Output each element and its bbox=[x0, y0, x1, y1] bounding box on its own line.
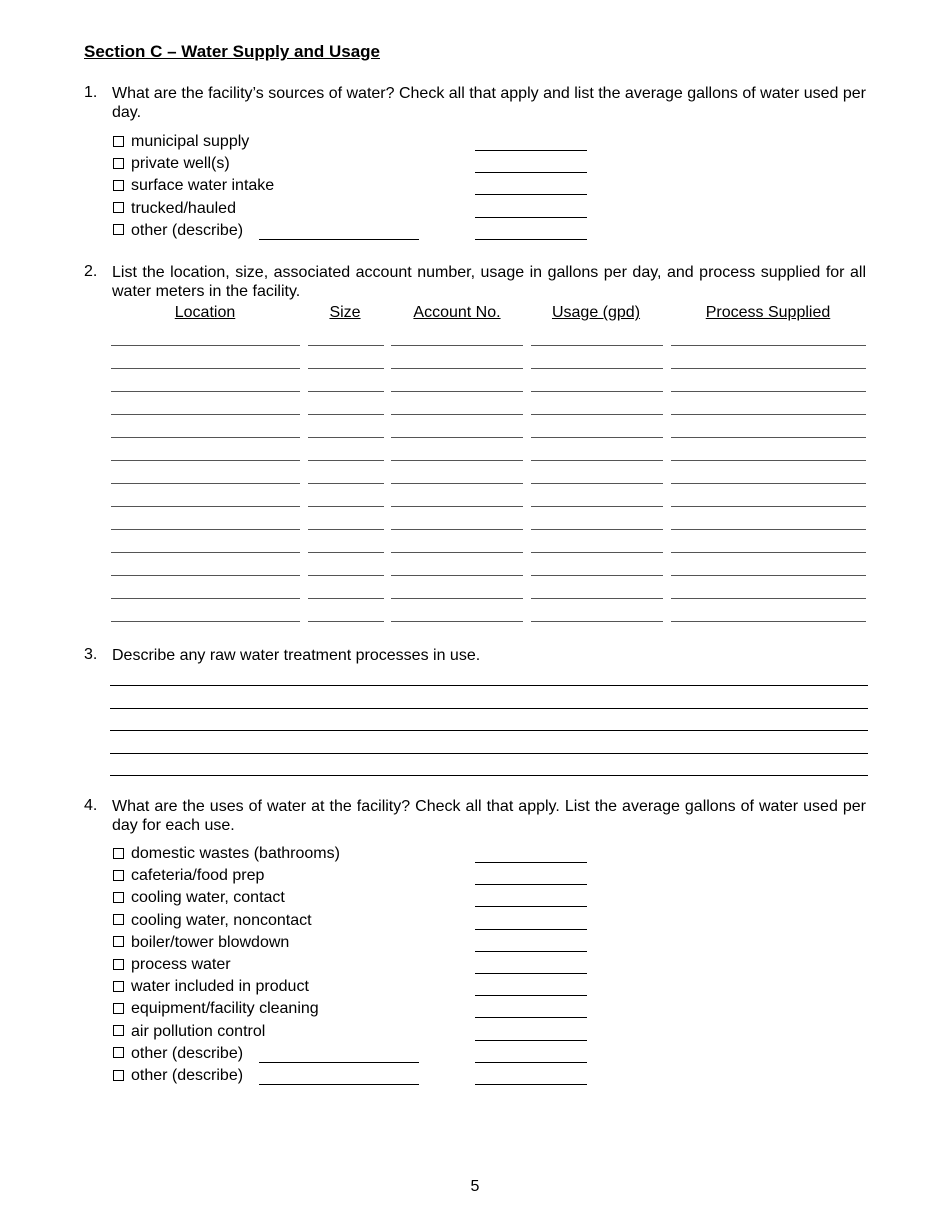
option-label: process water bbox=[131, 956, 231, 973]
gallons-per-day-field[interactable] bbox=[475, 172, 587, 173]
q1-option bbox=[113, 132, 249, 152]
meter-table-cell[interactable] bbox=[671, 460, 866, 461]
column-header-size: Size bbox=[329, 304, 361, 321]
meter-table-cell[interactable] bbox=[531, 437, 663, 438]
question-4-number: 4. bbox=[84, 797, 98, 814]
q4-option bbox=[113, 933, 289, 953]
question-2-number: 2. bbox=[84, 263, 98, 280]
meter-table-cell[interactable] bbox=[308, 552, 384, 553]
gallons-per-day-field[interactable] bbox=[475, 217, 587, 218]
meter-table-cell[interactable] bbox=[308, 414, 384, 415]
gallons-per-day-field[interactable] bbox=[475, 150, 587, 151]
meter-table-cell[interactable] bbox=[531, 391, 663, 392]
meter-table-cell[interactable] bbox=[111, 575, 300, 576]
q4-option bbox=[113, 844, 340, 864]
checkbox[interactable] bbox=[113, 959, 124, 970]
meter-table-cell[interactable] bbox=[111, 483, 300, 484]
q4-option bbox=[113, 888, 285, 908]
gallons-per-day-field[interactable] bbox=[475, 1084, 587, 1085]
meter-table-cell[interactable] bbox=[391, 552, 523, 553]
meter-table-cell[interactable] bbox=[308, 460, 384, 461]
meter-table-cell[interactable] bbox=[111, 391, 300, 392]
option-label: surface water intake bbox=[131, 177, 275, 195]
describe-field[interactable] bbox=[259, 1062, 419, 1063]
checkbox[interactable] bbox=[113, 914, 124, 925]
meter-table-cell[interactable] bbox=[671, 575, 866, 576]
option-label: other (describe) bbox=[131, 1044, 244, 1062]
meter-table-cell[interactable] bbox=[531, 621, 663, 622]
checkbox[interactable] bbox=[113, 892, 124, 903]
gallons-per-day-field[interactable] bbox=[475, 884, 587, 885]
meter-table-cell[interactable] bbox=[308, 575, 384, 576]
meter-table-cell[interactable] bbox=[111, 345, 300, 346]
meter-table-cell[interactable] bbox=[391, 460, 523, 461]
meter-table-cell[interactable] bbox=[531, 368, 663, 369]
meter-table-cell[interactable] bbox=[111, 460, 300, 461]
gallons-per-day-field[interactable] bbox=[475, 239, 587, 240]
checkbox[interactable] bbox=[113, 1070, 124, 1081]
meter-table-cell[interactable] bbox=[391, 437, 523, 438]
gallons-per-day-field[interactable] bbox=[475, 1062, 587, 1063]
option-label: equipment/facility cleaning bbox=[131, 1000, 319, 1018]
option-label: air pollution control bbox=[131, 1022, 266, 1040]
meter-table-cell[interactable] bbox=[671, 552, 866, 553]
meter-table-cell[interactable] bbox=[308, 345, 384, 346]
gallons-per-day-field[interactable] bbox=[475, 929, 587, 930]
meter-table-cell[interactable] bbox=[391, 483, 523, 484]
q4-option bbox=[113, 955, 231, 975]
q1-option bbox=[113, 154, 230, 174]
option-label: water included in product bbox=[131, 978, 309, 996]
meter-table-cell[interactable] bbox=[531, 529, 663, 530]
meter-table-cell[interactable] bbox=[531, 598, 663, 599]
gallons-per-day-field[interactable] bbox=[475, 1017, 587, 1018]
meter-table-cell[interactable] bbox=[531, 345, 663, 346]
q4-option bbox=[113, 866, 264, 886]
meter-table-cell[interactable] bbox=[671, 345, 866, 346]
meter-table-cell[interactable] bbox=[391, 506, 523, 507]
checkbox[interactable] bbox=[113, 870, 124, 881]
meter-table-cell[interactable] bbox=[308, 483, 384, 484]
meter-table-cell[interactable] bbox=[531, 552, 663, 553]
question-1-number: 1. bbox=[84, 84, 98, 101]
meter-table-cell[interactable] bbox=[391, 414, 523, 415]
meter-table-cell[interactable] bbox=[531, 483, 663, 484]
meter-table-cell[interactable] bbox=[671, 621, 866, 622]
page-number: 5 bbox=[470, 1178, 480, 1195]
column-header-usage: Usage (gpd) bbox=[551, 304, 641, 321]
option-label: cafeteria/food prep bbox=[131, 867, 265, 885]
q1-option bbox=[113, 221, 243, 241]
meter-table-cell[interactable] bbox=[111, 414, 300, 415]
checkbox[interactable] bbox=[113, 136, 124, 147]
meter-table-cell[interactable] bbox=[111, 368, 300, 369]
checkbox[interactable] bbox=[113, 180, 124, 191]
description-line[interactable] bbox=[110, 775, 868, 776]
q1-option bbox=[113, 176, 274, 196]
column-header-location: Location bbox=[174, 304, 236, 321]
checkbox[interactable] bbox=[113, 1025, 124, 1036]
option-label: other (describe) bbox=[131, 221, 244, 239]
meter-table-cell[interactable] bbox=[391, 345, 523, 346]
gallons-per-day-field[interactable] bbox=[475, 973, 587, 974]
description-line[interactable] bbox=[110, 708, 868, 709]
meter-table-cell[interactable] bbox=[308, 529, 384, 530]
gallons-per-day-field[interactable] bbox=[475, 1040, 587, 1041]
question-3-number: 3. bbox=[84, 646, 98, 663]
question-4-text: What are the uses of water at the facility? Check all that apply. List the average gallons of water used per day for each use. bbox=[112, 798, 866, 834]
meter-table-cell[interactable] bbox=[531, 460, 663, 461]
meter-table-cell[interactable] bbox=[531, 414, 663, 415]
q1-option bbox=[113, 199, 236, 219]
q4-option bbox=[113, 977, 309, 997]
meter-table-cell[interactable] bbox=[391, 621, 523, 622]
meter-table-cell[interactable] bbox=[671, 598, 866, 599]
option-label: municipal supply bbox=[131, 133, 250, 150]
checkbox[interactable] bbox=[113, 848, 124, 859]
meter-table-cell[interactable] bbox=[111, 529, 300, 530]
checkbox[interactable] bbox=[113, 224, 124, 235]
question-2-text: List the location, size, associated account number, usage in gallons per day, and process supplied for all water meters in the facility. bbox=[112, 264, 866, 300]
checkbox[interactable] bbox=[113, 158, 124, 169]
option-label: boiler/tower blowdown bbox=[131, 933, 290, 951]
meter-table-cell[interactable] bbox=[671, 368, 866, 369]
q4-option bbox=[113, 911, 312, 931]
gallons-per-day-field[interactable] bbox=[475, 995, 587, 996]
meter-table-cell[interactable] bbox=[391, 598, 523, 599]
meter-table-cell[interactable] bbox=[671, 529, 866, 530]
meter-table-cell[interactable] bbox=[671, 414, 866, 415]
describe-field[interactable] bbox=[259, 1084, 419, 1085]
meter-table-cell[interactable] bbox=[391, 391, 523, 392]
meter-table-cell[interactable] bbox=[308, 621, 384, 622]
question-3-text: Describe any raw water treatment processes in use. bbox=[112, 647, 481, 664]
checkbox[interactable] bbox=[113, 202, 124, 213]
option-label: cooling water, contact bbox=[131, 889, 285, 907]
meter-table-cell[interactable] bbox=[111, 621, 300, 622]
gallons-per-day-field[interactable] bbox=[475, 862, 587, 863]
meter-table-cell[interactable] bbox=[111, 506, 300, 507]
column-header-process-supplied: Process Supplied bbox=[705, 304, 831, 321]
q4-option bbox=[113, 1044, 243, 1064]
meter-table-cell[interactable] bbox=[531, 506, 663, 507]
meter-table-cell[interactable] bbox=[671, 483, 866, 484]
q4-option bbox=[113, 1022, 265, 1042]
option-label: cooling water, noncontact bbox=[131, 911, 312, 929]
meter-table-cell[interactable] bbox=[308, 506, 384, 507]
column-header-account-no: Account No. bbox=[413, 304, 501, 321]
checkbox[interactable] bbox=[113, 981, 124, 992]
option-label: domestic wastes (bathrooms) bbox=[131, 845, 340, 862]
section-title: Section C – Water Supply and Usage bbox=[84, 42, 380, 61]
option-label: other (describe) bbox=[131, 1067, 244, 1084]
meter-table-cell[interactable] bbox=[308, 391, 384, 392]
meter-table-cell[interactable] bbox=[391, 368, 523, 369]
option-label: trucked/hauled bbox=[131, 199, 236, 217]
meter-table-cell[interactable] bbox=[671, 391, 866, 392]
meter-table-cell[interactable] bbox=[391, 575, 523, 576]
checkbox[interactable] bbox=[113, 1047, 124, 1058]
meter-table-cell[interactable] bbox=[308, 368, 384, 369]
description-line[interactable] bbox=[110, 753, 868, 754]
description-line[interactable] bbox=[110, 730, 868, 731]
meter-table-cell[interactable] bbox=[308, 437, 384, 438]
gallons-per-day-field[interactable] bbox=[475, 194, 587, 195]
question-1-text: What are the facility’s sources of water? Check all that apply and list the average gallons of water used per day. bbox=[112, 85, 866, 121]
checkbox[interactable] bbox=[113, 936, 124, 947]
meter-table-cell[interactable] bbox=[308, 598, 384, 599]
meter-table-cell[interactable] bbox=[391, 529, 523, 530]
description-line[interactable] bbox=[110, 685, 868, 686]
meter-table-cell[interactable] bbox=[111, 598, 300, 599]
checkbox[interactable] bbox=[113, 1003, 124, 1014]
q4-option bbox=[113, 999, 319, 1019]
meter-table-cell[interactable] bbox=[111, 437, 300, 438]
gallons-per-day-field[interactable] bbox=[475, 906, 587, 907]
option-label: private well(s) bbox=[131, 155, 230, 173]
gallons-per-day-field[interactable] bbox=[475, 951, 587, 952]
meter-table-cell[interactable] bbox=[671, 506, 866, 507]
meter-table-cell[interactable] bbox=[531, 575, 663, 576]
describe-field[interactable] bbox=[259, 239, 419, 240]
meter-table-cell[interactable] bbox=[671, 437, 866, 438]
meter-table-cell[interactable] bbox=[111, 552, 300, 553]
q4-option bbox=[113, 1066, 243, 1086]
